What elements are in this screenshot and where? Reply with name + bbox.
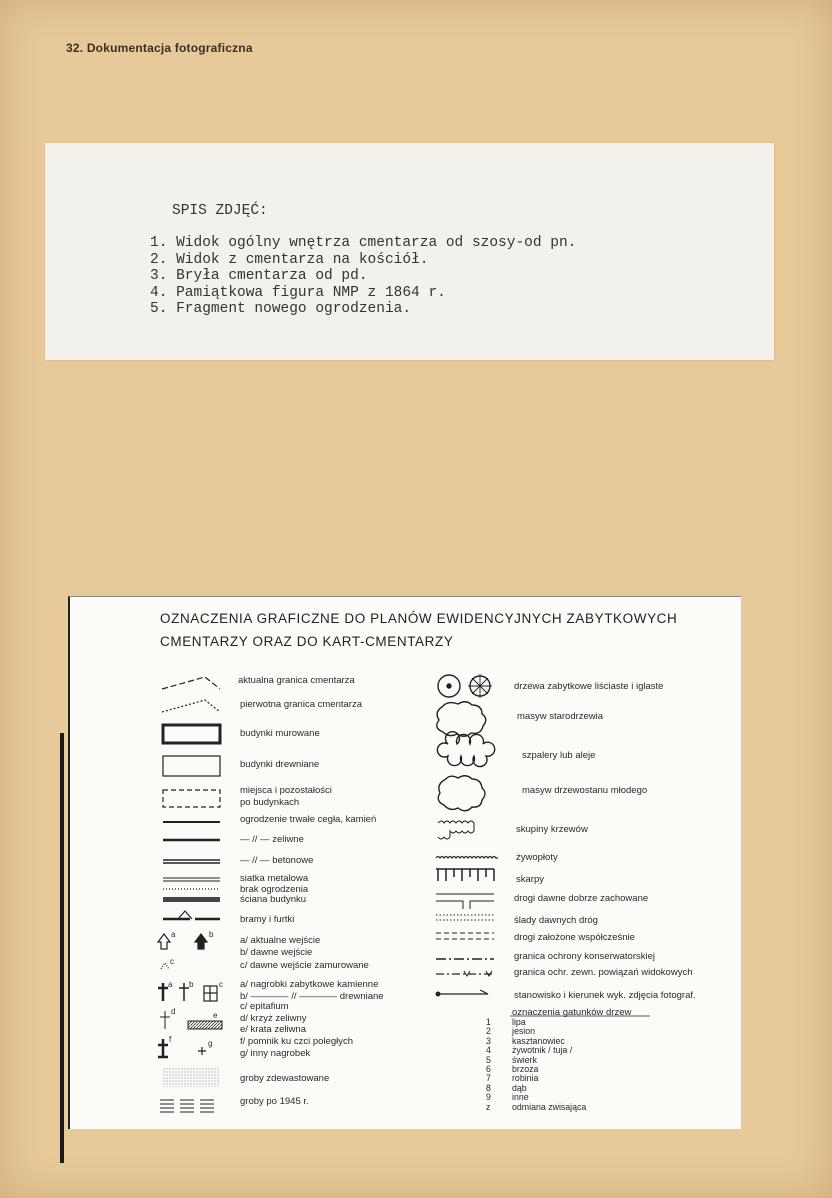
legend-title-line-1: OZNACZENIA GRAFICZNE DO PLANÓW EWIDENCYJNYCH ZABYTKOWYCH [160, 611, 678, 626]
legend-label: masyw drzewostanu młodego [522, 785, 648, 796]
species-number: 4 [486, 1045, 491, 1056]
photo-list-title: SPIS ZDJĘĆ: [172, 203, 268, 219]
species-number: 1 [486, 1017, 491, 1027]
legend-label: f/ pomnik ku czci poległych [240, 1036, 353, 1047]
legend-label: c/ dawne wejście zamurowane [240, 960, 369, 971]
species-name: dąb [512, 1082, 527, 1093]
mark-a: a [168, 980, 173, 989]
species-name: brzoza [512, 1064, 539, 1075]
modern-roads-symbol [436, 933, 494, 939]
mark-b: b [209, 930, 214, 939]
photo-list-item: 2. Widok z cmentarza na kościół. [150, 251, 429, 268]
legend-label: aktualna granica cmentarza [238, 675, 355, 686]
mark-d: d [171, 1007, 176, 1016]
mark-e: e [213, 1011, 218, 1020]
legend-label: a/ nagrobki zabytkowe kamienne [240, 979, 379, 990]
page-header: 32. Dokumentacja fotograficzna [66, 41, 253, 55]
legend-label: siatka metalowa [240, 873, 309, 884]
species-number: 8 [486, 1082, 491, 1093]
species-number: 7 [486, 1073, 491, 1084]
mark-a: a [171, 930, 176, 939]
species-number: 6 [486, 1064, 491, 1075]
legend-label: g/ inny nagrobek [240, 1048, 311, 1059]
legend-label: a/ aktualne wejście [240, 935, 321, 946]
hedges-symbol [436, 857, 498, 859]
legend-label: po budynkach [240, 797, 300, 808]
escarpment-symbol [436, 869, 494, 881]
species-name: jesion [512, 1026, 535, 1037]
mark-b: b [189, 980, 194, 989]
species-header: oznaczenia gatunków drzew [512, 1007, 632, 1018]
species-name: robinia [512, 1073, 539, 1084]
photo-list-item: 4. Pamiątkowa figura NMP z 1864 r. [150, 284, 446, 301]
mark-f: f [169, 1035, 172, 1044]
legend-label: — // — zeliwne [240, 834, 304, 845]
legend-label: bramy i furtki [240, 914, 295, 925]
legend-label: d/ krzyż zeliwny [240, 1013, 307, 1024]
species-number: z [486, 1101, 491, 1112]
legend-label: b/ dawne wejście [240, 947, 313, 958]
legend-label: skarpy [516, 874, 544, 885]
legend-label: stanowisko i kierunek wyk. zdjęcia fotograf. [514, 990, 696, 1001]
species-name: świerk [512, 1054, 537, 1065]
legend-label: budynki murowane [240, 728, 320, 739]
species-numbers [486, 1018, 491, 1112]
legend-label: granica ochr. zewn. powiązań widokowych [514, 967, 693, 978]
legend-label: groby po 1945 r. [240, 1096, 309, 1107]
legend-label: drogi założone współcześnie [514, 932, 635, 943]
legend-label: szpalery lub aleje [522, 750, 596, 761]
legend-label: budynki drewniane [240, 759, 320, 770]
photo-list-item: 5. Fragment nowego ogrodzenia. [150, 301, 412, 318]
legend-card [68, 596, 741, 1129]
legend-label: ściana budynku [240, 894, 307, 905]
species-name: odmiana zwisająca [512, 1101, 587, 1112]
species-number: 5 [486, 1054, 491, 1065]
species-number: 2 [486, 1026, 491, 1037]
legend-label: — // — betonowe [240, 855, 314, 866]
legend-label: masyw starodrzewia [517, 711, 604, 722]
legend-title-line-2: CMENTARZY ORAZ DO KART-CMENTARZY [160, 634, 454, 649]
species-number: 3 [486, 1035, 491, 1046]
legend-label: miejsca i pozostałości [240, 785, 332, 796]
mark-c: c [170, 957, 174, 966]
photo-list-item: 3. Bryła cmentarza od pd. [150, 268, 368, 285]
old-roads-symbol [436, 894, 494, 909]
margin-line [60, 733, 64, 1163]
species-name: lipa [512, 1017, 526, 1027]
species-name: inne [512, 1092, 529, 1103]
photo-station-symbol [438, 990, 488, 994]
legend-label: drzewa zabytkowe liściaste i iglaste [514, 681, 664, 692]
legend-label: żywopłoty [516, 852, 558, 863]
photo-list [150, 235, 576, 318]
legend-label: b/ ———— // ———— drewniane [240, 991, 384, 1002]
species-names [512, 1018, 586, 1112]
legend-label: c/ epitafium [240, 1001, 289, 1012]
young-stand-symbol [438, 776, 485, 811]
avenue-symbol [437, 732, 494, 767]
legend-label: ogrodzenie trwałe cegła, kamień [240, 814, 377, 825]
legend-label: e/ krata zeliwna [240, 1024, 307, 1035]
photo-list-item: 1. Widok ogólny wnętrza cmentarza od szosy-od pn. [150, 235, 577, 251]
photo-list-card [45, 143, 774, 360]
species-name: żywotnik / tuja / [512, 1045, 573, 1056]
legend-label: ślady dawnych dróg [514, 915, 598, 926]
mark-c: c [219, 980, 223, 989]
legend-label: drogi dawne dobrze zachowane [514, 893, 649, 904]
legend-label: granica ochrony konserwatorskiej [514, 951, 655, 962]
species-name: kasztanowiec [512, 1035, 565, 1046]
legend-label: groby zdewastowane [240, 1073, 330, 1084]
species-number: 9 [486, 1092, 491, 1103]
shrubs-symbol [438, 821, 474, 839]
road-traces-symbol [436, 915, 494, 920]
legend-label: pierwotna granica cmentarza [240, 699, 362, 710]
legend-label: skupiny krzewów [516, 824, 588, 835]
mark-g: g [208, 1039, 213, 1048]
legend-label: brak ogrodzenia [240, 884, 309, 895]
old-stand-symbol [437, 702, 486, 737]
right-symbols [70, 597, 741, 1129]
